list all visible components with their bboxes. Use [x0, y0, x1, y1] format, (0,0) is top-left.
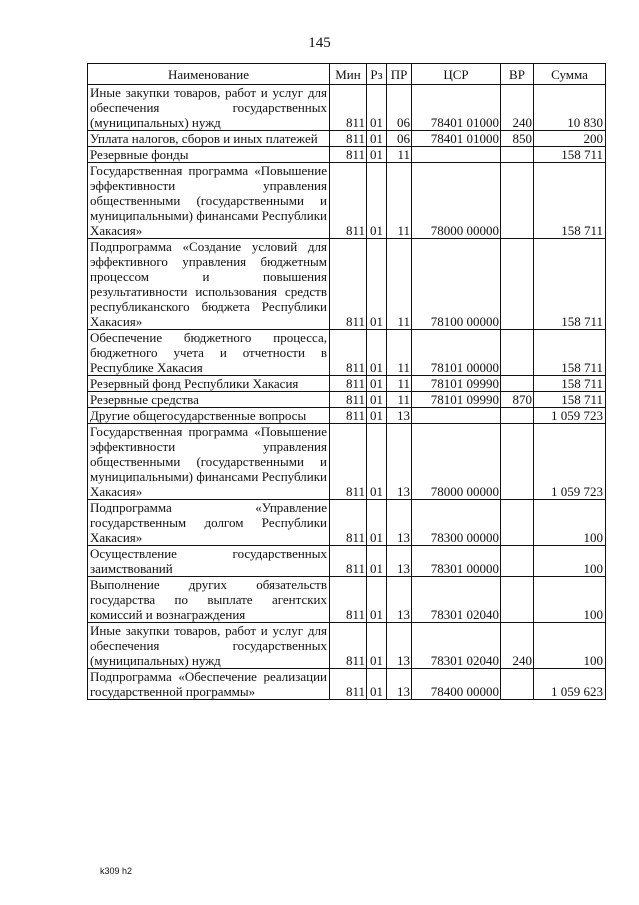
- cell-csr: 78101 09990: [412, 376, 501, 392]
- cell-rz: 01: [367, 577, 387, 623]
- cell-name: Выполнение других обязательств государства по выплате агентских комиссий и вознаграждения: [88, 577, 330, 623]
- cell-vr: [501, 669, 534, 700]
- table-row: [88, 669, 606, 700]
- cell-sum: 158 711: [534, 163, 606, 239]
- cell-min: 811: [330, 239, 367, 330]
- footer-code: k309 h2: [100, 866, 133, 876]
- cell-rz: 01: [367, 408, 387, 424]
- table-row: [88, 163, 606, 239]
- cell-name: Государственная программа «Повышение эффективности управления общественными (государственными и муниципальными) финансами Республики Хакасия»: [88, 424, 330, 500]
- cell-name: Подпрограмма «Создание условий для эффективного управления бюджетным процессом и повышения результативности использования средств республиканского бюджета Республики Хакасия»: [88, 239, 330, 330]
- cell-sum: 10 830: [534, 85, 606, 131]
- cell-vr: 240: [501, 85, 534, 131]
- table-body: [88, 85, 606, 700]
- cell-sum: 100: [534, 577, 606, 623]
- cell-vr: 850: [501, 131, 534, 147]
- cell-rz: 01: [367, 669, 387, 700]
- column-header-pr: ПР: [387, 64, 412, 85]
- cell-csr: 78101 00000: [412, 330, 501, 376]
- column-header-name: Наименование: [88, 64, 330, 85]
- cell-vr: [501, 500, 534, 546]
- cell-sum: 200: [534, 131, 606, 147]
- cell-csr: 78300 00000: [412, 500, 501, 546]
- cell-rz: 01: [367, 163, 387, 239]
- cell-name: Иные закупки товаров, работ и услуг для обеспечения государственных (муниципальных) нужд: [88, 623, 330, 669]
- cell-pr: 11: [387, 392, 412, 408]
- cell-pr: 13: [387, 669, 412, 700]
- cell-rz: 01: [367, 546, 387, 577]
- cell-rz: 01: [367, 330, 387, 376]
- cell-vr: 870: [501, 392, 534, 408]
- table-row: [88, 239, 606, 330]
- cell-pr: 13: [387, 623, 412, 669]
- cell-sum: 158 711: [534, 392, 606, 408]
- cell-min: 811: [330, 131, 367, 147]
- cell-min: 811: [330, 424, 367, 500]
- cell-name: Обеспечение бюджетного процесса, бюджетного учета и отчетности в Республике Хакасия: [88, 330, 330, 376]
- cell-pr: 11: [387, 239, 412, 330]
- cell-sum: 100: [534, 546, 606, 577]
- column-header-min: Мин: [330, 64, 367, 85]
- cell-sum: 158 711: [534, 239, 606, 330]
- cell-name: Государственная программа «Повышение эффективности управления общественными (государственными и муниципальными) финансами Республики Хакасия»: [88, 163, 330, 239]
- cell-min: 811: [330, 147, 367, 163]
- cell-sum: 158 711: [534, 330, 606, 376]
- cell-pr: 11: [387, 376, 412, 392]
- cell-sum: 1 059 723: [534, 408, 606, 424]
- cell-csr: 78301 00000: [412, 546, 501, 577]
- table-row: [88, 500, 606, 546]
- cell-csr: 78000 00000: [412, 163, 501, 239]
- cell-name: Резервные фонды: [88, 147, 330, 163]
- cell-name: Резервные средства: [88, 392, 330, 408]
- cell-pr: 13: [387, 577, 412, 623]
- cell-rz: 01: [367, 392, 387, 408]
- cell-rz: 01: [367, 376, 387, 392]
- cell-csr: 78401 01000: [412, 131, 501, 147]
- cell-rz: 01: [367, 131, 387, 147]
- table-row: [88, 623, 606, 669]
- cell-name: Осуществление государственных заимствований: [88, 546, 330, 577]
- cell-rz: 01: [367, 500, 387, 546]
- cell-csr: [412, 408, 501, 424]
- cell-min: 811: [330, 577, 367, 623]
- cell-min: 811: [330, 392, 367, 408]
- cell-vr: 240: [501, 623, 534, 669]
- cell-pr: 06: [387, 131, 412, 147]
- cell-min: 811: [330, 500, 367, 546]
- table-row: [88, 577, 606, 623]
- cell-sum: 158 711: [534, 147, 606, 163]
- cell-min: 811: [330, 376, 367, 392]
- page-number: 145: [308, 35, 331, 51]
- table-row: [88, 330, 606, 376]
- cell-csr: 78400 00000: [412, 669, 501, 700]
- cell-csr: 78401 01000: [412, 85, 501, 131]
- cell-pr: 13: [387, 546, 412, 577]
- cell-min: 811: [330, 546, 367, 577]
- column-header-rz: Рз: [367, 64, 387, 85]
- cell-vr: [501, 330, 534, 376]
- cell-csr: [412, 147, 501, 163]
- table-row: [88, 546, 606, 577]
- cell-pr: 06: [387, 85, 412, 131]
- cell-rz: 01: [367, 85, 387, 131]
- cell-csr: 78000 00000: [412, 424, 501, 500]
- cell-sum: 1 059 723: [534, 424, 606, 500]
- cell-min: 811: [330, 669, 367, 700]
- cell-vr: [501, 376, 534, 392]
- cell-csr: 78100 00000: [412, 239, 501, 330]
- cell-rz: 01: [367, 147, 387, 163]
- cell-min: 811: [330, 330, 367, 376]
- table-row: [88, 376, 606, 392]
- cell-csr: 78301 02040: [412, 623, 501, 669]
- cell-pr: 13: [387, 408, 412, 424]
- cell-min: 811: [330, 85, 367, 131]
- cell-pr: 11: [387, 147, 412, 163]
- cell-pr: 11: [387, 330, 412, 376]
- cell-pr: 11: [387, 163, 412, 239]
- cell-vr: [501, 424, 534, 500]
- column-header-vr: ВР: [501, 64, 534, 85]
- cell-vr: [501, 546, 534, 577]
- table-header-row: [88, 64, 606, 85]
- column-header-csr: ЦСР: [412, 64, 501, 85]
- table-row: [88, 408, 606, 424]
- cell-sum: 1 059 623: [534, 669, 606, 700]
- cell-name: Другие общегосударственные вопросы: [88, 408, 330, 424]
- cell-pr: 13: [387, 424, 412, 500]
- cell-name: Подпрограмма «Управление государственным долгом Республики Хакасия»: [88, 500, 330, 546]
- budget-table: [87, 63, 606, 700]
- column-header-sum: Сумма: [534, 64, 606, 85]
- cell-rz: 01: [367, 239, 387, 330]
- cell-min: 811: [330, 163, 367, 239]
- cell-rz: 01: [367, 424, 387, 500]
- cell-name: Уплата налогов, сборов и иных платежей: [88, 131, 330, 147]
- cell-csr: 78301 02040: [412, 577, 501, 623]
- cell-rz: 01: [367, 623, 387, 669]
- cell-name: Подпрограмма «Обеспечение реализации государственной программы»: [88, 669, 330, 700]
- cell-name: Иные закупки товаров, работ и услуг для обеспечения государственных (муниципальных) нужд: [88, 85, 330, 131]
- cell-vr: [501, 147, 534, 163]
- cell-name: Резервный фонд Республики Хакасия: [88, 376, 330, 392]
- cell-pr: 13: [387, 500, 412, 546]
- table-row: [88, 131, 606, 147]
- cell-min: 811: [330, 408, 367, 424]
- cell-min: 811: [330, 623, 367, 669]
- cell-vr: [501, 163, 534, 239]
- cell-sum: 100: [534, 623, 606, 669]
- cell-sum: 158 711: [534, 376, 606, 392]
- table-row: [88, 85, 606, 131]
- table-row: [88, 392, 606, 408]
- cell-vr: [501, 408, 534, 424]
- cell-vr: [501, 239, 534, 330]
- table-row: [88, 147, 606, 163]
- table-row: [88, 424, 606, 500]
- cell-sum: 100: [534, 500, 606, 546]
- cell-vr: [501, 577, 534, 623]
- cell-csr: 78101 09990: [412, 392, 501, 408]
